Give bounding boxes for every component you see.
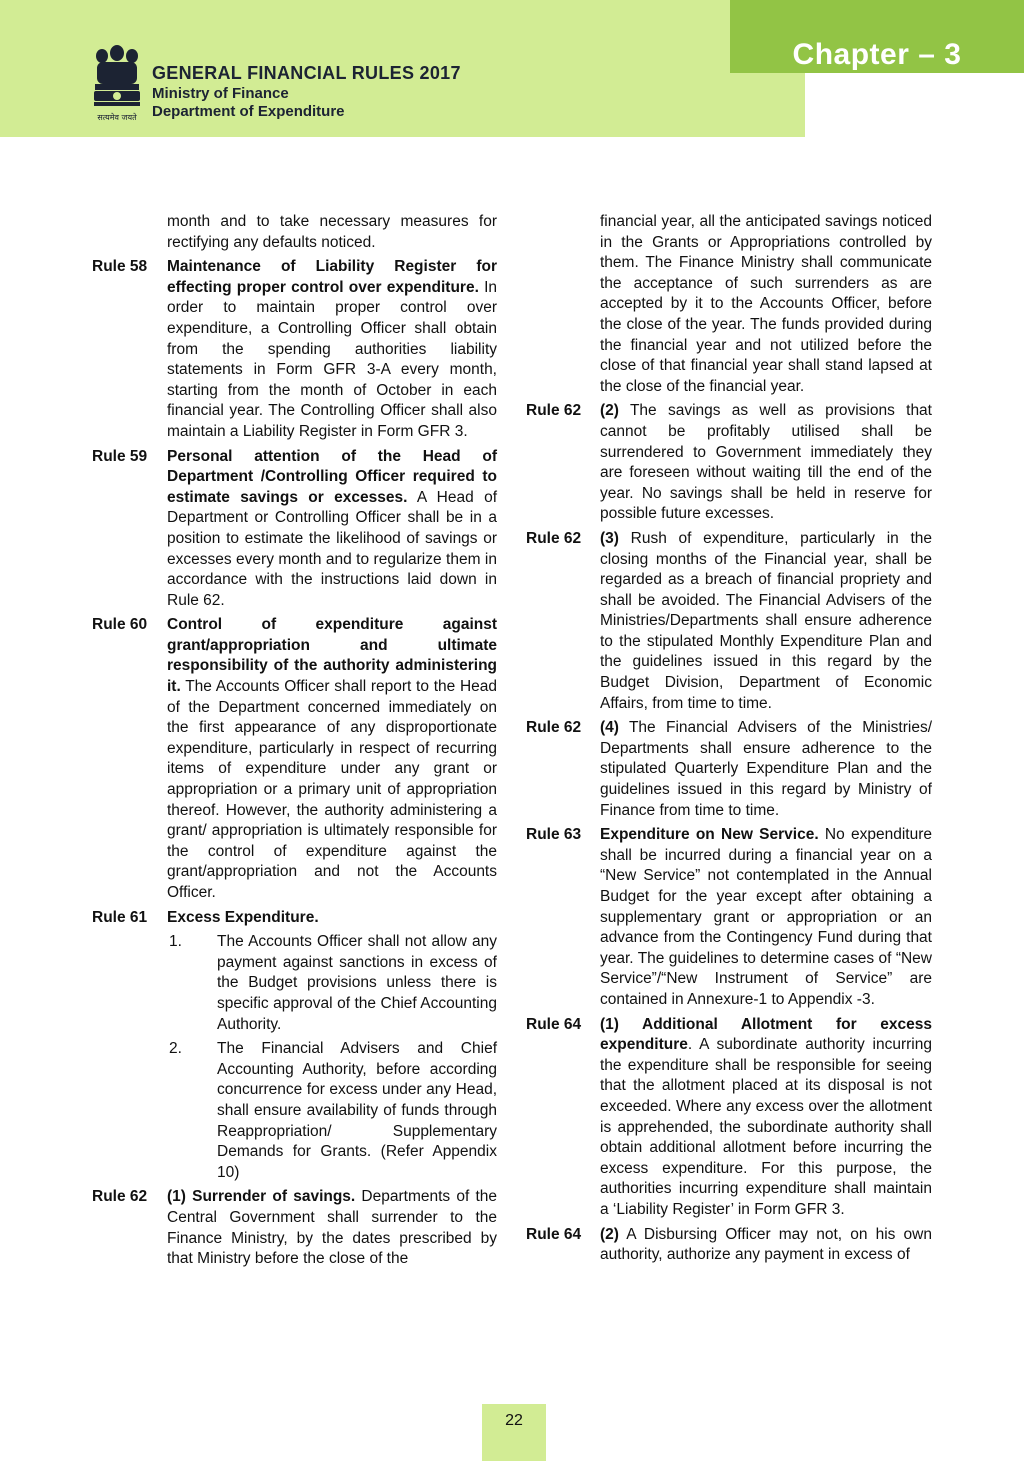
- rule-body: [167, 615, 497, 903]
- rule-62-4: [526, 718, 932, 821]
- rule-text: No expenditure shall be incurred during a financial year on a “New Service” not contemplated in the Annual Budget for the year except after obtaining a supplementary grant or appropriation or an advance from the Contingency Fund during that year. The guidelines to determine cases of “New Service”/“New Instrument of Service” are contained in Annexure-1 to Appendix -3.: [600, 826, 932, 1008]
- department-name: Department of Expenditure: [152, 103, 345, 120]
- rule-label: Rule 60: [92, 616, 148, 634]
- rule-body: [167, 447, 497, 612]
- item-number: 2.: [169, 1040, 182, 1058]
- continuation-text: month and to take necessary measures for rectifying any defaults noticed.: [167, 213, 497, 251]
- rule-body: [167, 257, 497, 442]
- rule-label: Rule 62: [526, 719, 582, 737]
- rule-body: [600, 1225, 932, 1266]
- rule-text: The savings as well as provisions that cannot be profitably utilised shall be surrendered to Government immediately they are foreseen without waiting till the end of the year. No savings shall be held in reserve for possible future excesses.: [600, 402, 932, 523]
- rule-heading: Excess Expenditure.: [167, 908, 319, 926]
- rule-label: Rule 62: [526, 529, 582, 547]
- rule-label: Rule 64: [526, 1225, 582, 1243]
- item-text: The Accounts Officer shall not allow any payment against sanctions in excess of the Budget provisions unless there is specific approval of the Chief Accounting Authority.: [217, 933, 497, 1033]
- rule-label: Rule 62: [92, 1188, 148, 1206]
- ministry-name: Ministry of Finance: [152, 85, 289, 102]
- rule-heading: (2): [600, 402, 619, 420]
- rule-61: [92, 908, 497, 1184]
- list-item: [167, 932, 497, 1035]
- item-text: The Financial Advisers and Chief Accounting Authority, before according concurrence for excess under any Head, shall ensure availability of funds through Reappropriation/ Supplementary Demands for Grants. (Refer Appendix 10): [217, 1040, 497, 1181]
- rule-58: [92, 257, 497, 442]
- rule-label: Rule 58: [92, 258, 148, 276]
- chapter-label: Chapter – 3: [792, 38, 962, 71]
- national-emblem-icon: [92, 44, 142, 132]
- rule-heading: Maintenance of Liability Register for effecting proper control over expenditure.: [167, 258, 497, 296]
- rule-body: [600, 401, 932, 525]
- rule-text: A Head of Department or Controlling Officer shall be in a position to estimate the likelihood of savings or excesses every month and to regularize them in accordance with the instructions laid down in Rule 62.: [167, 488, 497, 609]
- rule-60: [92, 615, 497, 903]
- rule-body: [600, 718, 932, 821]
- rule-text: . A subordinate authority incurring the expenditure shall be responsible for seeing that the allotment placed at its disposal is not exceeded. Where any excess over the allotment is apprehended, the subordinate authority shall obtain additional allotment before incurring the excess expenditure. For this purpose, the authorities incurring expenditure shall maintain a ‘Liability Register’ in Form GFR 3.: [600, 1036, 932, 1218]
- rule-text: Rush of expenditure, particularly in the closing months of the Financial year, shall be regarded as a breach of financial propriety and shall be avoided. The Financial Advisers of the Ministries/Departments shall ensure adherence to the stipulated Monthly Expenditure Plan and the guidelines issued in this regard by the Budget Division, Department of Economic Affairs, from time to time.: [600, 529, 932, 712]
- rule-body: [167, 908, 497, 1184]
- rule-heading: (1) Surrender of savings.: [167, 1188, 356, 1206]
- page-number-box: [482, 1404, 546, 1461]
- rule-text: The Financial Advisers of the Ministries/ Departments shall ensure adherence to the stipulated Quarterly Expenditure Plan and the guidelines issued in this regard by Ministry of Finance from time to time.: [600, 719, 932, 819]
- rule-text: The Accounts Officer shall report to the Head of the Department concerned immediately on the first appearance of any disproportionate expenditure, particularly in respect of recurring items of expenditure under any grant or appropriation or a primary unit of appropriation thereof. However, the authority administering a grant/ appropriation is ultimately responsible for the control of expenditure against the grant/appropriation and not the Accounts Officer.: [167, 678, 497, 901]
- rule-heading: (2): [600, 1225, 619, 1243]
- rule-59: [92, 447, 497, 612]
- rule-heading: Expenditure on New Service.: [600, 826, 819, 844]
- right-column: [526, 212, 932, 1270]
- rule-label: Rule 61: [92, 908, 148, 926]
- rule-62-2: [526, 401, 932, 525]
- rule-body: [600, 825, 932, 1010]
- emblem-caption: सत्यमेव जयते: [97, 113, 137, 122]
- item-number: 1.: [169, 933, 182, 951]
- rule-62-3: [526, 529, 932, 714]
- rule-text: In order to maintain proper control over expenditure, a Controlling Officer shall obtain from the spending authorities liability statements in Form GFR 3-A every month, starting from the month of October in each financial year. The Controlling Officer shall also maintain a Liability Register in Form GFR 3.: [167, 278, 498, 440]
- chapter-tab: [730, 0, 1024, 73]
- rule-heading: (1) Additional Allotment for excess expenditure: [600, 1015, 932, 1054]
- rule-64-1: [526, 1015, 932, 1221]
- rule-heading: (3): [600, 529, 619, 547]
- rule-heading: Control of expenditure against grant/appropriation and ultimate responsibility of the authority administering it.: [167, 616, 497, 696]
- rule-text: A Disbursing Officer may not, on his own authority, authorize any payment in excess of: [600, 1225, 932, 1264]
- rule-heading: (4): [600, 719, 619, 737]
- continuation-text: financial year, all the anticipated savings noticed in the Grants or Appropriations controlled by them. The Finance Ministry shall communicate the acceptance of such surrenders as are accepted by it to the Accounts Officer, before the close of the year. The funds provided during the financial year and not utilized before the close of that financial year shall stand lapsed at the close of the financial year.: [600, 213, 932, 395]
- rule-label: Rule 63: [526, 826, 582, 844]
- rule-body: [167, 1187, 497, 1269]
- rule-62-1: [92, 1187, 497, 1269]
- rule-label: Rule 59: [92, 447, 148, 465]
- rule-64-2: [526, 1225, 932, 1266]
- rule-label: Rule 62: [526, 402, 582, 420]
- page-number: 22: [505, 1412, 523, 1429]
- left-column: [92, 212, 497, 1274]
- rule-63: [526, 825, 932, 1010]
- rule-body: [600, 529, 932, 714]
- rule-body: [600, 1015, 932, 1221]
- rule-label: Rule 64: [526, 1015, 582, 1033]
- rule-heading: Personal attention of the Head of Department /Controlling Officer required to estimate savings or excesses.: [167, 447, 497, 506]
- rule-text: Departments of the Central Government shall surrender to the Finance Ministry, by the dates prescribed by that Ministry before the close of the: [167, 1188, 498, 1268]
- document-title: GENERAL FINANCIAL RULES 2017: [152, 63, 461, 83]
- list-item: [167, 1039, 497, 1183]
